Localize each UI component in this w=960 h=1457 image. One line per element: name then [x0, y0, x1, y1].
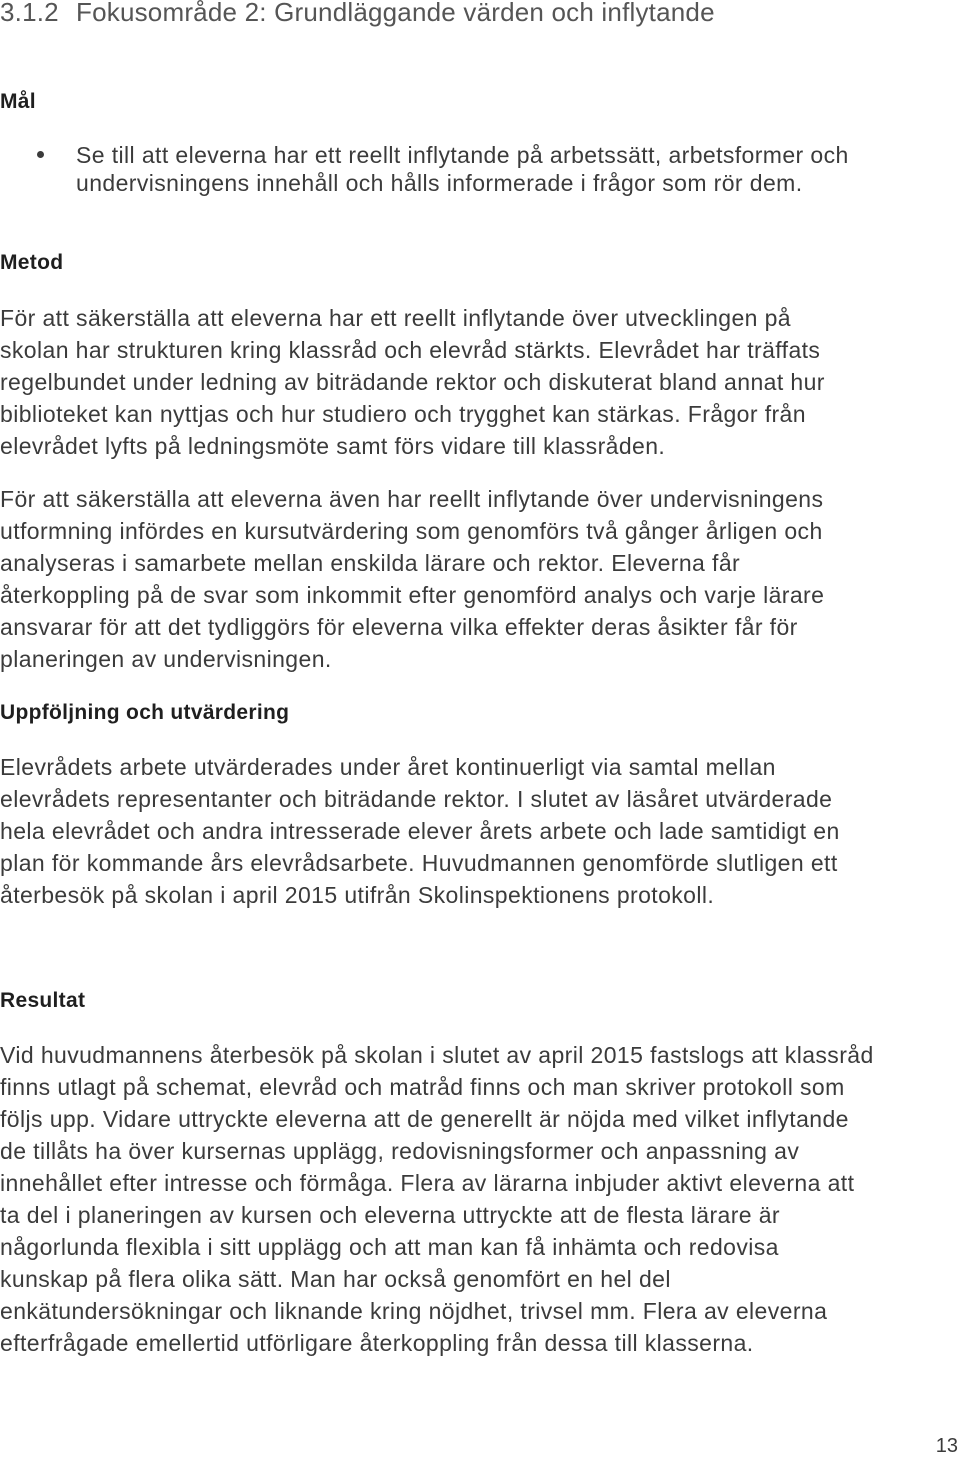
result-heading: Resultat: [0, 989, 86, 1012]
result-paragraph: [0, 1039, 960, 1359]
paragraph-line: planeringen av undervisningen.: [0, 646, 332, 672]
paragraph-line: återbesök på skolan i april 2015 utifrån Skolinspektionens protokoll.: [0, 882, 715, 908]
followup-heading: Uppföljning och utvärdering: [0, 701, 290, 724]
paragraph-line: kunskap på flera olika sätt. Man har också genomfört en hel del: [0, 1266, 671, 1292]
paragraph-line: skolan har strukturen kring klassråd och elevråd stärkts. Elevrådet har träffats: [0, 337, 821, 363]
paragraph-line: hela elevrådet och andra intresserade elever årets arbete och lade samtidigt en: [0, 818, 840, 844]
goal-heading: Mål: [0, 90, 36, 113]
method-heading: Metod: [0, 251, 64, 274]
paragraph-line: analyseras i samarbete mellan enskilda lärare och rektor. Eleverna får: [0, 550, 741, 576]
section-title-text: Fokusområde 2: Grundläggande värden och inflytande: [76, 0, 715, 27]
paragraph-line: finns utlagt på schemat, elevråd och matråd finns och man skriver protokoll som: [0, 1074, 845, 1100]
paragraph-line: För att säkerställa att eleverna även har reellt inflytande över undervisningens: [0, 486, 824, 512]
section-number: 3.1.2: [0, 0, 59, 27]
bullet-marker: [37, 151, 44, 158]
goal-section: [0, 86, 960, 118]
followup-paragraph: [0, 751, 960, 911]
paragraph-line: följs upp. Vidare uttryckte eleverna att de generellt är nöjda med vilket inflytande: [0, 1106, 849, 1132]
paragraph-line: elevrådet lyfts på ledningsmöte samt förs vidare till klassråden.: [0, 433, 666, 459]
paragraph-line: ta del i planeringen av kursen och eleverna uttryckte att de flesta lärare är: [0, 1202, 780, 1228]
paragraph-line: enkätundersökningar och liknande kring nöjdhet, trivsel mm. Flera av eleverna: [0, 1298, 828, 1324]
paragraph-line: ansvarar för att det tydliggörs för eleverna vilka effekter deras åsikter får för: [0, 614, 798, 640]
paragraph-line: biblioteket kan nyttjas och hur studiero och trygghet kan stärkas. Frågor från: [0, 401, 806, 427]
paragraph-line: de tillåts ha över kursernas upplägg, redovisningsformer och anpassning av: [0, 1138, 800, 1164]
paragraph-line: plan för kommande års elevrådsarbete. Huvudmannen genomförde slutligen ett: [0, 850, 838, 876]
followup-section: [0, 697, 960, 729]
paragraph-line: elevrådets representanter och biträdande rektor. I slutet av läsåret utvärderade: [0, 786, 833, 812]
bullet-line: Se till att eleverna har ett reellt inflytande på arbetssätt, arbetsformer och: [76, 142, 849, 168]
section-title: [0, 0, 960, 25]
paragraph-line: återkoppling på de svar som inkommit efter genomförd analys och varje lärare: [0, 582, 825, 608]
paragraph-line: För att säkerställa att eleverna har ett reellt inflytande över utvecklingen på: [0, 305, 792, 331]
method-section: [0, 247, 960, 279]
paragraph-line: Vid huvudmannens återbesök på skolan i slutet av april 2015 fastslogs att klassråd: [0, 1042, 874, 1068]
paragraph-line: utformning infördes en kursutvärdering som genomförs två gånger årligen och: [0, 518, 823, 544]
paragraph-line: regelbundet under ledning av biträdande rektor och diskuterat bland annat hur: [0, 369, 825, 395]
method-paragraph-1: [0, 302, 960, 462]
goal-list: [0, 141, 960, 197]
paragraph-line: efterfrågade emellertid utförligare återkoppling från dessa till klasserna.: [0, 1330, 754, 1356]
page-number: 13: [935, 1435, 958, 1457]
paragraph-line: Elevrådets arbete utvärderades under året kontinuerligt via samtal mellan: [0, 754, 776, 780]
bullet-line: undervisningens innehåll och hålls informerade i frågor som rör dem.: [76, 170, 803, 196]
paragraph-line: innehållet efter intresse och förmåga. Flera av lärarna inbjuder aktivt eleverna att: [0, 1170, 855, 1196]
result-section: [0, 985, 960, 1017]
method-paragraph-2: [0, 483, 960, 675]
list-item: [0, 141, 960, 197]
paragraph-line: någorlunda flexibla i sitt upplägg och att man kan få inhämta och redovisa: [0, 1234, 779, 1260]
